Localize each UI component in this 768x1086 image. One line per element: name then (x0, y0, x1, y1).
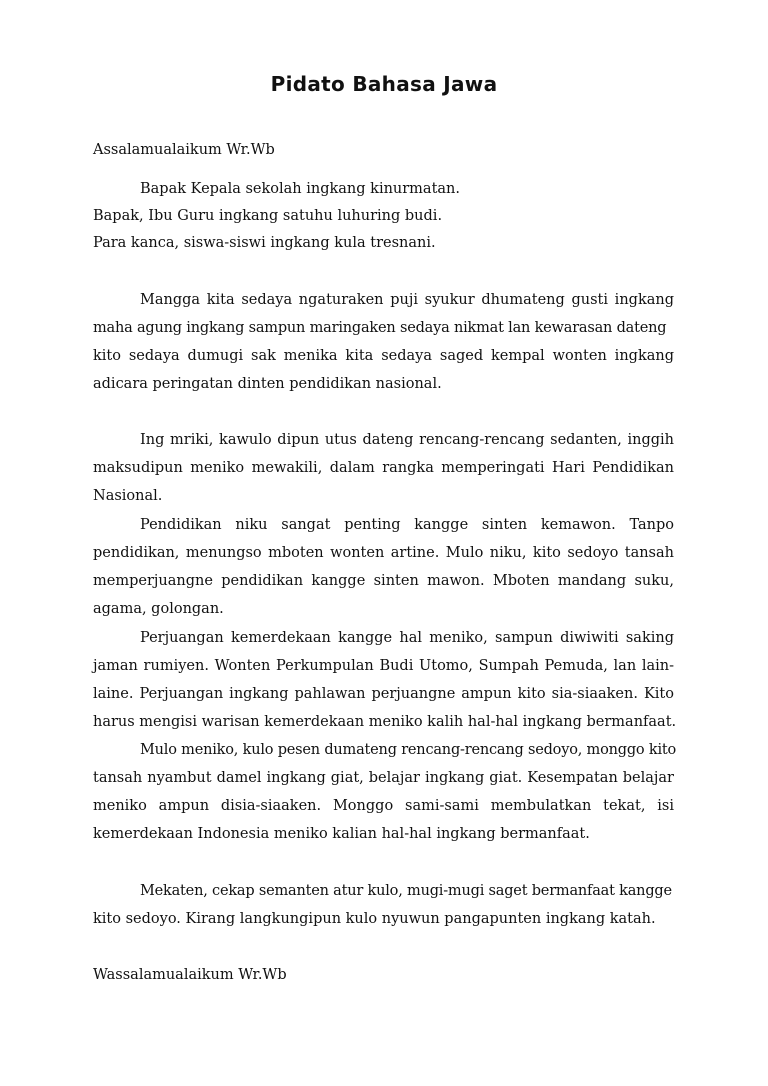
greeting: Assalamualaikum Wr.Wb (93, 142, 275, 158)
salutation-line: Bapak, Ibu Guru ingkang satuhu luhuring budi. (93, 208, 443, 224)
paragraph-line: meniko ampun disia-siaaken. Monggo sami-sami membulatkan tekat, isi (93, 798, 674, 814)
paragraph-line: adicara peringatan dinten pendidikan nasional. (93, 376, 442, 392)
paragraph-line: Nasional. (93, 488, 163, 504)
paragraph-line: Mangga kita sedaya ngaturaken puji syukur dhumateng gusti ingkang (140, 292, 674, 308)
paragraph-line: kemerdekaan Indonesia meniko kalian hal-hal ingkang bermanfaat. (93, 826, 590, 842)
closing: Wassalamualaikum Wr.Wb (93, 967, 287, 983)
paragraph-line: Mekaten, cekap semanten atur kulo, mugi-mugi saget bermanfaat kangge (140, 883, 672, 899)
paragraph-line: tansah nyambut damel ingkang giat, belajar ingkang giat. Kesempatan belajar (93, 770, 674, 786)
page-title: Pidato Bahasa Jawa (270, 72, 498, 96)
paragraph-line: laine. Perjuangan ingkang pahlawan perjuangne ampun kito sia-siaaken. Kito (93, 686, 674, 702)
paragraph-line: pendidikan, menungso mboten wonten artine. Mulo niku, kito sedoyo tansah (93, 545, 674, 561)
paragraph-line: kito sedoyo. Kirang langkungipun kulo nyuwun pangapunten ingkang katah. (93, 911, 656, 927)
paragraph-line: Pendidikan niku sangat penting kangge sinten kemawon. Tanpo (140, 517, 674, 533)
paragraph-line: kito sedaya dumugi sak menika kita sedaya saged kempal wonten ingkang (93, 348, 674, 364)
paragraph-line: Perjuangan kemerdekaan kangge hal meniko, sampun diwiwiti saking (140, 630, 674, 646)
salutation-line: Bapak Kepala sekolah ingkang kinurmatan. (140, 181, 460, 197)
paragraph-line: maha agung ingkang sampun maringaken sedaya nikmat lan kewarasan dateng (93, 320, 667, 336)
paragraph-line: jaman rumiyen. Wonten Perkumpulan Budi Utomo, Sumpah Pemuda, lan lain- (93, 658, 674, 674)
paragraph-line: Ing mriki, kawulo dipun utus dateng rencang-rencang sedanten, inggih (140, 432, 674, 448)
paragraph-line: memperjuangne pendidikan kangge sinten mawon. Mboten mandang suku, (93, 573, 674, 589)
salutation-line: Para kanca, siswa-siswi ingkang kula tresnani. (93, 235, 436, 251)
paragraph-line: harus mengisi warisan kemerdekaan meniko kalih hal-hal ingkang bermanfaat. (93, 714, 677, 730)
paragraph-line: Mulo meniko, kulo pesen dumateng rencang-rencang sedoyo, monggo kito (140, 742, 677, 758)
paragraph-line: agama, golongan. (93, 601, 224, 617)
paragraph-line: maksudipun meniko mewakili, dalam rangka memperingati Hari Pendidikan (93, 460, 674, 476)
